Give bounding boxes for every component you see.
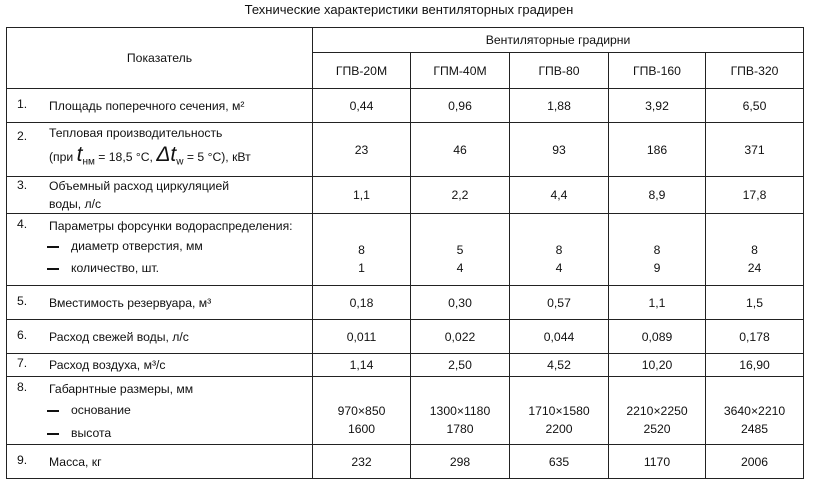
- row-number: 7.: [17, 356, 28, 370]
- sub-parameter: [7, 235, 312, 257]
- value-cell: 0,96: [411, 89, 510, 123]
- value-cell: 0,44: [313, 89, 411, 123]
- parameter-cell: [7, 445, 313, 479]
- row-number: 1.: [17, 96, 28, 111]
- table-row: [7, 214, 804, 286]
- value-cell: 2210×2250 2520: [609, 377, 706, 445]
- value-cell: 2,2: [411, 177, 510, 214]
- sub-parameter-label: основание: [71, 403, 131, 417]
- value-cell: 298: [411, 445, 510, 479]
- header-model: ГПМ-40М: [411, 53, 510, 89]
- table-row: [7, 286, 804, 320]
- table-row: [7, 377, 804, 445]
- table-row: [7, 354, 804, 377]
- value-cell: 0,089: [609, 320, 706, 354]
- formula-mid: = 18,5 °С,: [94, 149, 157, 164]
- value-cell: 0,011: [313, 320, 411, 354]
- value-cell: 1710×1580 2200: [510, 377, 609, 445]
- row-number: 2.: [17, 129, 28, 143]
- sub-parameter: [7, 398, 312, 422]
- parameter-cell: [7, 286, 313, 320]
- value-cell: 0,30: [411, 286, 510, 320]
- value-cell: 5 4: [411, 214, 510, 286]
- value-cell: 371: [706, 123, 804, 177]
- value-cell: 0,044: [510, 320, 609, 354]
- row-number: 3.: [17, 178, 28, 192]
- value-cell: 8 4: [510, 214, 609, 286]
- header-model: ГПВ-320: [706, 53, 804, 89]
- table-title: Технические характеристики вентиляторных градирен: [244, 2, 574, 17]
- table-row: [7, 123, 804, 177]
- header-model: ГПВ-80: [510, 53, 609, 89]
- value-cell: 232: [313, 445, 411, 479]
- parameter-label: Вместимость резервуара, м³: [49, 295, 212, 310]
- value-cell: 2,50: [411, 354, 510, 377]
- table-row: [7, 89, 804, 123]
- row-number: 8.: [17, 380, 28, 394]
- parameter-cell: [7, 214, 313, 286]
- value-cell: 8,9: [609, 177, 706, 214]
- value-cell: 635: [510, 445, 609, 479]
- dash-icon: [47, 410, 59, 412]
- value-cell: 0,178: [706, 320, 804, 354]
- parameter-label: Тепловая производительность: [49, 125, 223, 140]
- table-row: [7, 177, 804, 214]
- value-cell: 3640×2210 2485: [706, 377, 804, 445]
- value-cell: 8 24: [706, 214, 804, 286]
- value-cell: 8 1: [313, 214, 411, 286]
- value-cell: 970×850 1600: [313, 377, 411, 445]
- parameter-label: Параметры форсунки водораспределения:: [49, 219, 293, 233]
- sub-parameter: [7, 257, 312, 279]
- header-model: ГПВ-160: [609, 53, 706, 89]
- sub-parameter-label: диаметр отверстия, мм: [71, 239, 203, 253]
- value-cell: 1,14: [313, 354, 411, 377]
- value-cell: 6,50: [706, 89, 804, 123]
- value-cell: 1300×1180 1780: [411, 377, 510, 445]
- dash-icon: [47, 268, 59, 270]
- parameter-cell: [7, 177, 313, 214]
- value-cell: 1,1: [609, 286, 706, 320]
- formula-prefix: (при: [49, 149, 77, 164]
- parameter-label-cont: воды, л/с: [49, 197, 102, 211]
- value-cell: 2006: [706, 445, 804, 479]
- row-number: 4.: [17, 217, 28, 231]
- header-group: Вентиляторные градирни: [313, 28, 804, 53]
- parameter-cell: [7, 354, 313, 377]
- value-cell: 16,90: [706, 354, 804, 377]
- value-cell: 0,18: [313, 286, 411, 320]
- parameter-cell: [7, 123, 313, 177]
- value-cell: 23: [313, 123, 411, 177]
- value-cell: 1170: [609, 445, 706, 479]
- parameter-cell: [7, 320, 313, 354]
- specifications-table: [6, 27, 804, 479]
- parameter-label: Объемный расход циркуляцией: [49, 179, 230, 193]
- sub-parameter-label: высота: [71, 426, 112, 440]
- value-cell: 1,88: [510, 89, 609, 123]
- parameter-label: Расход воздуха, м³/с: [49, 358, 166, 372]
- value-cell: 0,57: [510, 286, 609, 320]
- row-number: 9.: [17, 452, 28, 467]
- formula-suffix: = 5 °С), кВт: [183, 149, 251, 164]
- formula-delta-sub: w: [176, 156, 184, 168]
- value-cell: 3,92: [609, 89, 706, 123]
- formula-delta: Δt: [156, 142, 177, 166]
- parameter-cell: [7, 377, 313, 445]
- value-cell: 4,4: [510, 177, 609, 214]
- parameter-cell: [7, 89, 313, 123]
- value-cell: 8 9: [609, 214, 706, 286]
- value-cell: 10,20: [609, 354, 706, 377]
- sub-parameter-label: количество, шт.: [71, 261, 159, 275]
- value-cell: 46: [411, 123, 510, 177]
- table-row: [7, 445, 804, 479]
- parameter-label: Масса, кг: [49, 454, 102, 469]
- dash-icon: [47, 433, 59, 435]
- value-cell: 0,022: [411, 320, 510, 354]
- parameter-label: Площадь поперечного сечения, м²: [49, 98, 245, 113]
- value-cell: 186: [609, 123, 706, 177]
- parameter-label: Габарнтные размеры, мм: [49, 382, 194, 396]
- row-number: 5.: [17, 293, 28, 308]
- formula-line: [7, 142, 312, 175]
- header-parameter: Показатель: [7, 28, 313, 89]
- value-cell: 1,1: [313, 177, 411, 214]
- value-cell: 17,8: [706, 177, 804, 214]
- table-row: [7, 320, 804, 354]
- parameter-label: Расход свежей воды, л/с: [49, 329, 189, 344]
- header-model: ГПВ-20М: [313, 53, 411, 89]
- dash-icon: [47, 246, 59, 248]
- value-cell: 1,5: [706, 286, 804, 320]
- sub-parameter: [7, 422, 312, 444]
- value-cell: 4,52: [510, 354, 609, 377]
- formula-t: t: [76, 142, 83, 166]
- row-number: 6.: [17, 327, 28, 342]
- formula-t-sub: нм: [82, 156, 95, 168]
- value-cell: 93: [510, 123, 609, 177]
